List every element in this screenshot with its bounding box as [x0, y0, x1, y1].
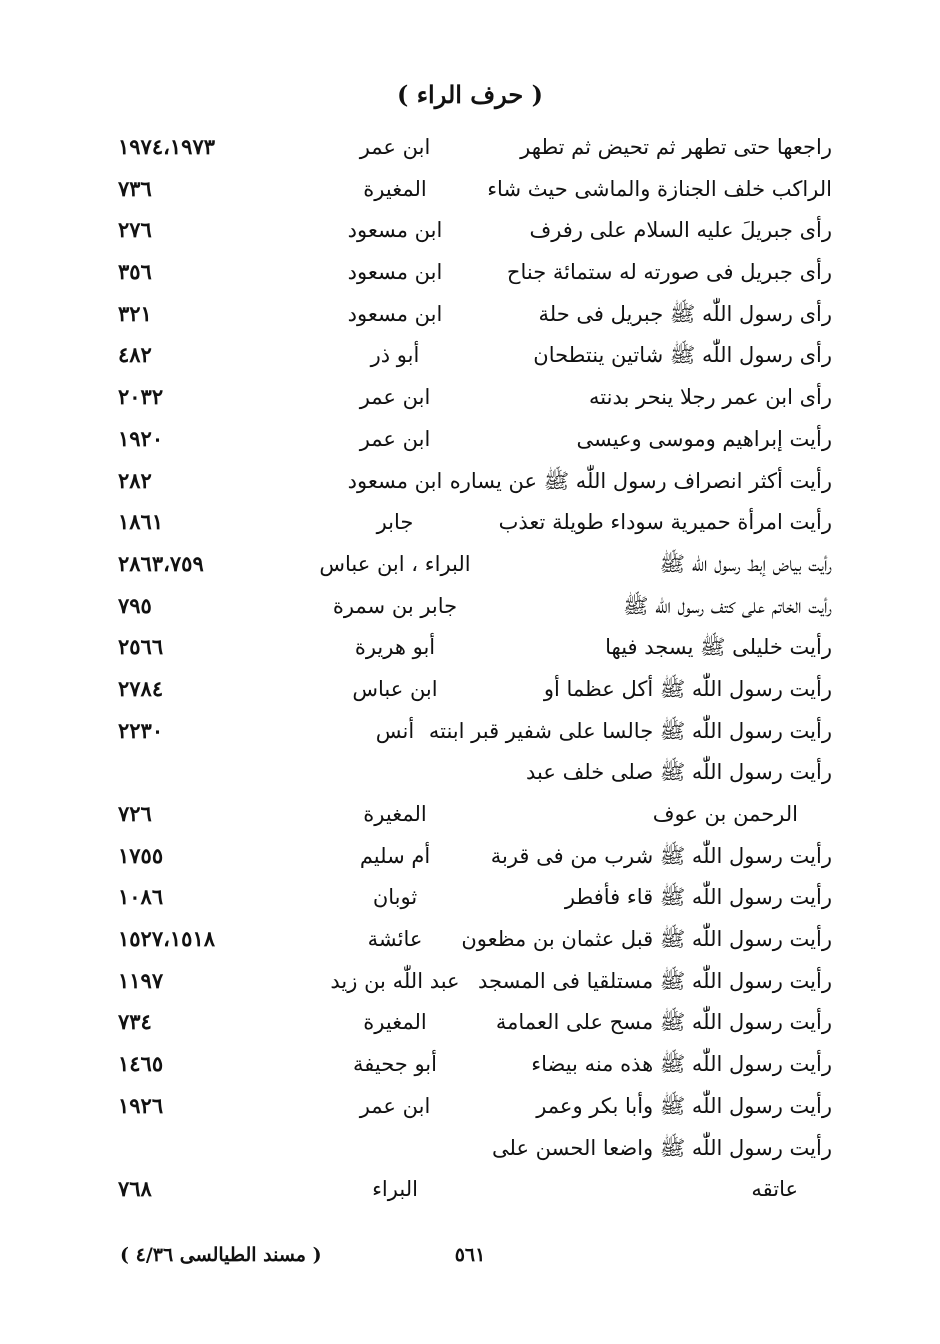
index-entry-row: [0, 1129, 940, 1171]
index-entry-row: [0, 1003, 940, 1045]
hadith-text: رأيت أكثر انصراف رسول اللّٰه ﷺ عن يساره: [449, 468, 832, 493]
index-entry-row: [0, 753, 940, 795]
reference-number: ١٩٢٠: [118, 425, 164, 451]
hadith-text: رأيت رسول اللّٰه ﷺ صلى خلف عبد: [526, 760, 832, 785]
reference-number: ٣٥٦: [118, 259, 152, 285]
index-entry-row: [0, 128, 940, 170]
reference-number: ٤٨٢: [118, 342, 152, 368]
narrator-name: جابر: [376, 510, 414, 535]
narrator-name: أبو ذر: [370, 343, 420, 368]
narrator-name: ابن عمر: [359, 385, 431, 410]
reference-number: ١٥٢٧،١٥١٨: [118, 926, 216, 952]
hadith-text: رأى رسول اللّٰه ﷺ جبريل فى حلة: [538, 301, 832, 326]
hadith-text: عاتقه: [751, 1177, 798, 1202]
hadith-text: راجعها حتى تطهر ثم تحيض ثم تطهر: [520, 135, 832, 159]
reference-number: ١٠٨٦: [118, 884, 164, 910]
hadith-text: رأيت رسول اللّٰه ﷺ واضعا الحسن على: [492, 1135, 832, 1160]
reference-number: ٢٨٦٣،٧٥٩: [118, 550, 204, 576]
reference-number: ٢٠٣٢: [118, 384, 164, 410]
hadith-text: رأيت رسول اللّٰه ﷺ جالسا على شفير قبر ابنته: [428, 718, 832, 743]
reference-number: ١٩٧٤،١٩٧٣: [118, 134, 216, 159]
index-entry-row: [0, 920, 940, 962]
hadith-text: رأيت رسول اللّٰه ﷺ قبل عثمان بن مظعون: [461, 927, 832, 952]
index-entry-row: [0, 336, 940, 378]
hadith-text: رأيت رسول اللّٰه ﷺ مسح على العمامة: [495, 1010, 832, 1035]
hadith-text: رأى جبريل فى صورته له ستمائة جناح: [506, 260, 832, 285]
narrator-name: ابن مسعود: [347, 468, 443, 493]
narrator-name: أبو جحيفة: [353, 1052, 437, 1077]
index-entry-row: [0, 462, 940, 504]
index-entry-row: [0, 170, 940, 212]
page-footer: [0, 1240, 940, 1270]
hadith-text: رأيت رسول اللّٰه ﷺ شرب من فى قربة: [490, 843, 832, 868]
narrator-name: البراء ، ابن عباس: [319, 551, 471, 576]
reference-number: ٧٩٥: [118, 592, 152, 618]
index-entry-row: [0, 545, 940, 587]
index-entry-row: [0, 295, 940, 337]
narrator-name: عائشة: [367, 927, 423, 952]
reference-number: ٢٧٦: [118, 217, 152, 243]
hadith-text: رأيت رسول اللّٰه ﷺ هذه منه بيضاء: [531, 1052, 832, 1077]
reference-number: ٢٢٣٠: [118, 717, 164, 743]
index-entry-row: [0, 1045, 940, 1087]
reference-number: ٧٢٦: [118, 801, 152, 826]
index-entry-row: [0, 670, 940, 712]
reference-number: ٧٣٤: [118, 1009, 152, 1035]
hadith-text: الرحمن بن عوف: [652, 802, 798, 826]
narrator-name: ابن عمر: [359, 1093, 431, 1118]
hadith-text: رأى رسول اللّٰه ﷺ شاتين ينتطحان: [533, 343, 832, 368]
narrator-name: أبو هريرة: [354, 635, 436, 660]
narrator-name: ابن مسعود: [347, 301, 443, 326]
narrator-name: ابن مسعود: [347, 260, 443, 285]
narrator-name: أنس: [375, 718, 415, 743]
narrator-name: ابن عمر: [359, 426, 431, 451]
index-entry-row: [0, 1087, 940, 1129]
hadith-text: رأيت رسول اللّٰه ﷺ قاء فأفطر: [564, 885, 832, 910]
index-entry-row: [0, 1170, 940, 1212]
hadith-text: رأيت إبراهيم وموسى وعيسى: [576, 426, 832, 451]
reference-number: ٢٨٢: [118, 467, 152, 493]
hadith-text: رأى ابن عمر رجلا ينحر بدنته: [589, 385, 832, 410]
index-entry-row: [0, 962, 940, 1004]
reference-number: ٧٦٨: [118, 1176, 152, 1202]
index-entry-row: [0, 253, 940, 295]
hadith-text: رأيت امرأة حميرية سوداء طويلة تعذب: [498, 510, 832, 535]
reference-number: ١٤٦٥: [118, 1051, 164, 1077]
index-entry-row: [0, 795, 940, 837]
reference-number: ٧٣٦: [118, 175, 152, 201]
reference-number: ١١٩٧: [118, 967, 164, 993]
narrator-name: أم سليم: [359, 843, 431, 868]
hadith-text: رأيت رسول اللّٰه ﷺ وأبا بكر وعمر: [536, 1093, 832, 1118]
narrator-name: عبد اللّٰه بن زيد: [330, 968, 460, 993]
hadith-text: رأيت الخاتم على كتف رسول اللّٰه ﷺ: [623, 593, 832, 618]
index-entry-row: [0, 837, 940, 879]
hadith-text: رأيت خليلى ﷺ يسجد فيها: [605, 635, 832, 660]
page-title: ( حرف الراء ): [397, 80, 543, 109]
source-note: ( مسند الطيالسى ٤/٣٦ ): [120, 1244, 322, 1266]
index-entry-row: [0, 378, 940, 420]
index-entry-row: [0, 420, 940, 462]
reference-number: ٣٢١: [118, 300, 152, 326]
reference-number: ١٨٦١: [118, 509, 164, 535]
index-entry-row: [0, 712, 940, 754]
hadith-text: رأيت رسول اللّٰه ﷺ مستلقيا فى المسجد: [477, 968, 832, 993]
narrator-name: المغيرة: [363, 802, 427, 826]
narrator-name: المغيرة: [363, 1010, 427, 1035]
reference-number: ١٩٢٦: [118, 1092, 164, 1118]
index-entry-row: [0, 587, 940, 629]
narrator-name: جابر بن سمرة: [332, 593, 458, 618]
narrator-name: ابن مسعود: [347, 218, 443, 243]
narrator-name: ابن عباس: [352, 676, 438, 701]
narrator-name: المغيرة: [363, 176, 427, 201]
hadith-text: الراكب خلف الجنازة والماشى حيث شاء: [487, 176, 832, 201]
narrator-name: البراء: [372, 1177, 418, 1202]
reference-number: ٢٥٦٦: [118, 634, 164, 660]
reference-number: ٢٧٨٤: [118, 675, 164, 701]
index-entry-row: [0, 628, 940, 670]
page-number: ٥٦١: [454, 1244, 486, 1266]
hadith-text: رأيت رسول اللّٰه ﷺ أكل عظما أو: [543, 676, 832, 701]
narrator-name: ثوبان: [372, 885, 418, 910]
index-entry-row: [0, 211, 940, 253]
reference-number: ١٧٥٥: [118, 842, 164, 868]
hadith-text: رأى جبريلَ عليه السلام على رفرف: [529, 218, 832, 243]
index-entry-row: [0, 503, 940, 545]
hadith-text: رأيت بياض إبط رسول اللّٰه ﷺ: [659, 551, 832, 576]
narrator-name: ابن عمر: [359, 135, 431, 159]
index-entries: [0, 128, 940, 1212]
index-entry-row: [0, 878, 940, 920]
